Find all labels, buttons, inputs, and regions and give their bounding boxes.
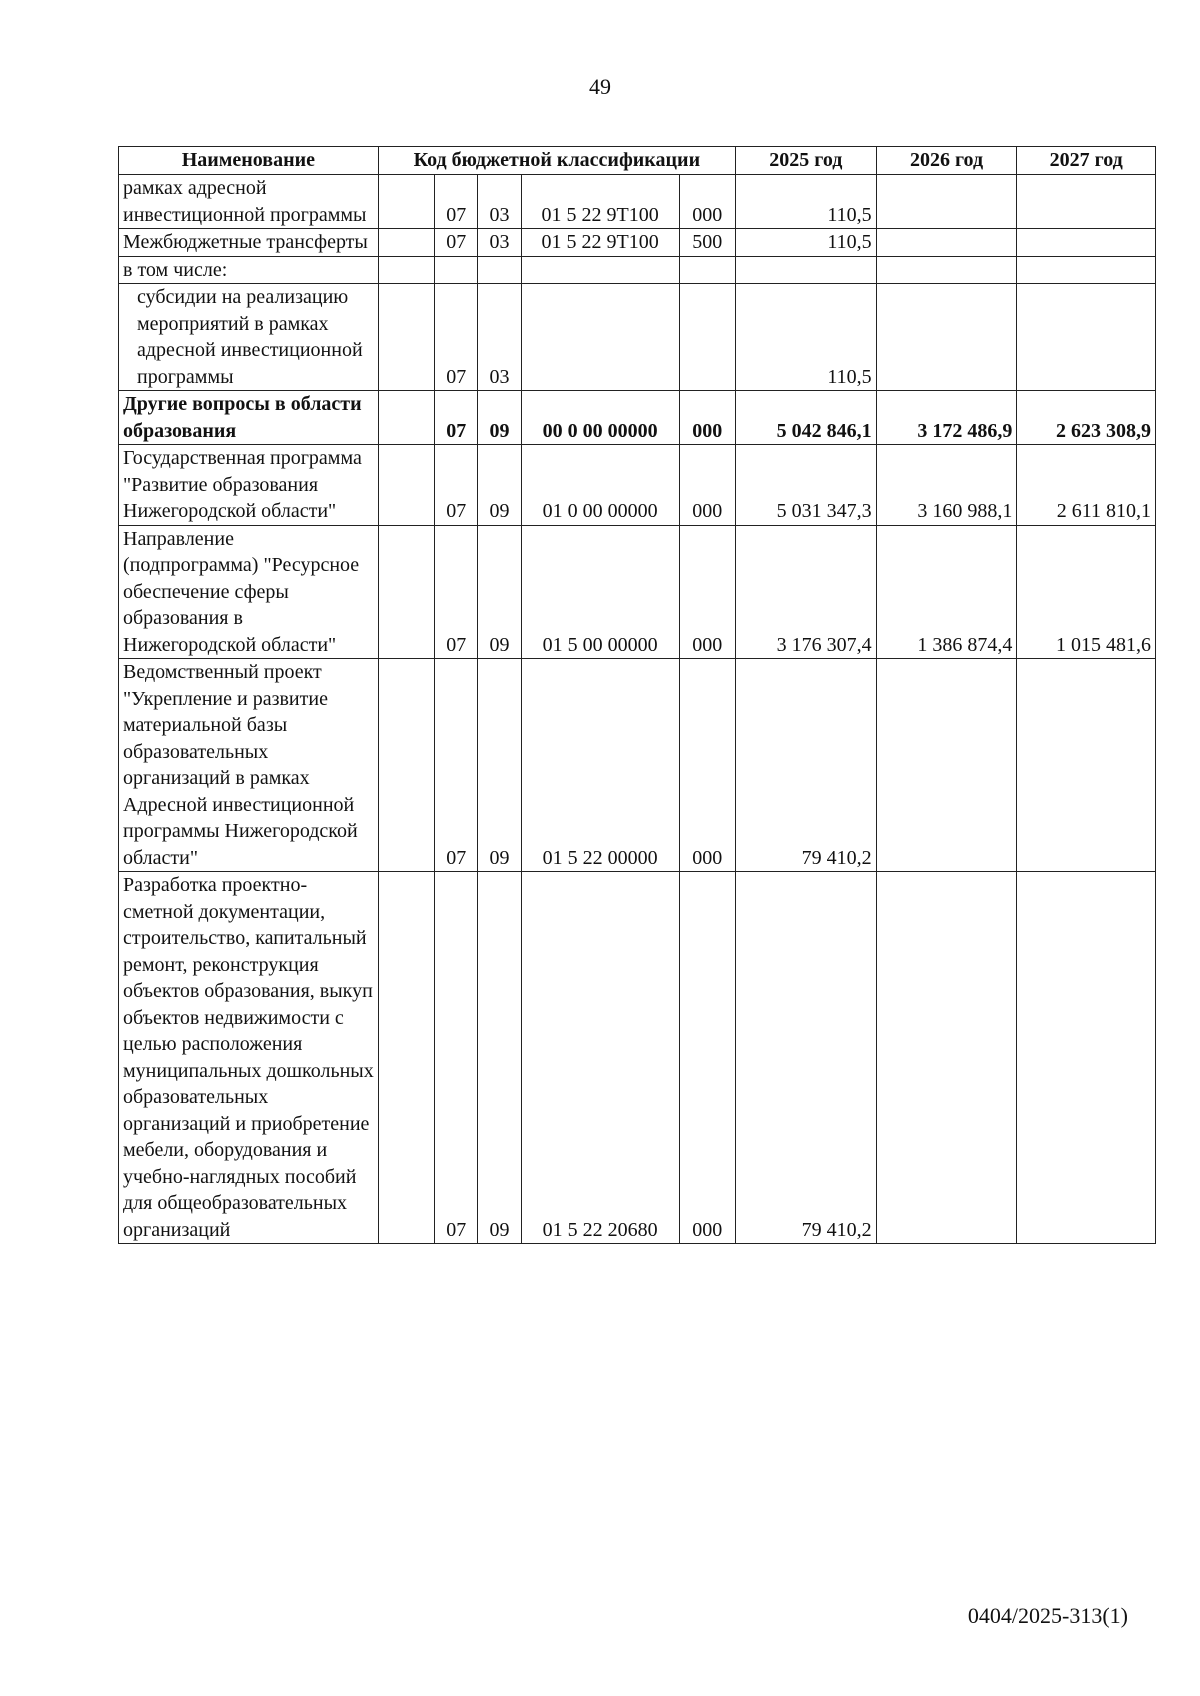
- cell-section: 07: [435, 659, 478, 872]
- cell-section: [435, 256, 478, 284]
- cell-expense-type: 000: [679, 445, 735, 526]
- cell-target-article: 01 5 22 9Т100: [521, 175, 679, 229]
- cell-target-article: 00 0 00 00000: [521, 391, 679, 445]
- table-row: [119, 872, 1156, 1244]
- cell-section: 07: [435, 175, 478, 229]
- cell-2026: [876, 256, 1017, 284]
- cell-code-blank: [378, 659, 434, 872]
- cell-target-article: [521, 284, 679, 391]
- page-number: 49: [589, 74, 611, 99]
- table-row: [119, 445, 1156, 526]
- cell-2027: 2 611 810,1: [1017, 445, 1156, 526]
- cell-section: 07: [435, 525, 478, 659]
- cell-code-blank: [378, 391, 434, 445]
- cell-target-article: 01 0 00 00000: [521, 445, 679, 526]
- cell-section: 07: [435, 391, 478, 445]
- cell-target-article: 01 5 22 20680: [521, 872, 679, 1244]
- cell-target-article: 01 5 00 00000: [521, 525, 679, 659]
- cell-subsection: 09: [478, 445, 521, 526]
- cell-2026: [876, 175, 1017, 229]
- cell-name: Разработка проектно-сметной документации, строительство, капитальный ремонт, реконструкция объектов образования, выкуп объектов недвижимости с целью расположения муниципальных дошкольных образовательных организаций и приобретение мебели, оборудования и учебно-наглядных пособий для общеобразовательных организаций: [119, 872, 379, 1244]
- cell-code-blank: [378, 175, 434, 229]
- cell-expense-type: 000: [679, 525, 735, 659]
- header-2025: 2025 год: [735, 147, 876, 175]
- cell-name: [119, 284, 379, 391]
- table-body: [119, 175, 1156, 1244]
- header-2027: 2027 год: [1017, 147, 1156, 175]
- cell-2026: [876, 284, 1017, 391]
- table-row: [119, 256, 1156, 284]
- cell-2027: [1017, 175, 1156, 229]
- table-row: [119, 229, 1156, 257]
- cell-2026: [876, 872, 1017, 1244]
- header-2026: 2026 год: [876, 147, 1017, 175]
- cell-2025: 79 410,2: [735, 659, 876, 872]
- cell-subsection: 09: [478, 525, 521, 659]
- cell-target-article: 01 5 22 00000: [521, 659, 679, 872]
- cell-2025: 110,5: [735, 229, 876, 257]
- table-header-row: [119, 147, 1156, 175]
- cell-2025: 110,5: [735, 284, 876, 391]
- cell-subsection: 09: [478, 659, 521, 872]
- cell-name: Направление (подпрограмма) "Ресурсное обеспечение сферы образования в Нижегородской области": [119, 525, 379, 659]
- cell-name: рамках адресной инвестиционной программы: [119, 175, 379, 229]
- cell-2026: 3 172 486,9: [876, 391, 1017, 445]
- cell-expense-type: 000: [679, 872, 735, 1244]
- document-code: 0404/2025-313(1): [967, 1603, 1128, 1628]
- cell-code-blank: [378, 872, 434, 1244]
- cell-subsection: 03: [478, 229, 521, 257]
- table-row: [119, 175, 1156, 229]
- cell-2026: 3 160 988,1: [876, 445, 1017, 526]
- cell-target-article: [521, 256, 679, 284]
- cell-2027: [1017, 256, 1156, 284]
- table-row: [119, 391, 1156, 445]
- header-code: Код бюджетной классификации: [378, 147, 735, 175]
- cell-2025: 5 042 846,1: [735, 391, 876, 445]
- cell-section: 07: [435, 229, 478, 257]
- cell-name: Государственная программа "Развитие образования Нижегородской области": [119, 445, 379, 526]
- cell-target-article: 01 5 22 9Т100: [521, 229, 679, 257]
- cell-expense-type: [679, 284, 735, 391]
- cell-name: Ведомственный проект "Укрепление и развитие материальной базы образовательных организаций в рамках Адресной инвестиционной программы Нижегородской области": [119, 659, 379, 872]
- cell-2026: 1 386 874,4: [876, 525, 1017, 659]
- budget-table: [118, 146, 1156, 1244]
- cell-2027: [1017, 229, 1156, 257]
- cell-expense-type: 000: [679, 175, 735, 229]
- cell-subsection: 09: [478, 391, 521, 445]
- cell-2027: [1017, 284, 1156, 391]
- cell-code-blank: [378, 525, 434, 659]
- cell-section: 07: [435, 445, 478, 526]
- cell-expense-type: 000: [679, 659, 735, 872]
- header-name: Наименование: [119, 147, 379, 175]
- cell-2026: [876, 659, 1017, 872]
- cell-code-blank: [378, 229, 434, 257]
- cell-code-blank: [378, 256, 434, 284]
- cell-subsection: 09: [478, 872, 521, 1244]
- cell-name: Межбюджетные трансферты: [119, 229, 379, 257]
- cell-name-text: субсидии на реализацию мероприятий в рамках адресной инвестиционной программы: [137, 286, 363, 388]
- table-row: [119, 525, 1156, 659]
- cell-2025: 79 410,2: [735, 872, 876, 1244]
- cell-name: в том числе:: [119, 256, 379, 284]
- cell-expense-type: 000: [679, 391, 735, 445]
- cell-name: Другие вопросы в области образования: [119, 391, 379, 445]
- cell-2027: 2 623 308,9: [1017, 391, 1156, 445]
- cell-2025: 5 031 347,3: [735, 445, 876, 526]
- cell-2025: 110,5: [735, 175, 876, 229]
- cell-subsection: 03: [478, 284, 521, 391]
- table-row: [119, 284, 1156, 391]
- cell-expense-type: 500: [679, 229, 735, 257]
- table-row: [119, 659, 1156, 872]
- cell-2026: [876, 229, 1017, 257]
- cell-section: 07: [435, 872, 478, 1244]
- cell-2027: [1017, 659, 1156, 872]
- cell-subsection: 03: [478, 175, 521, 229]
- cell-code-blank: [378, 445, 434, 526]
- cell-2027: 1 015 481,6: [1017, 525, 1156, 659]
- cell-2027: [1017, 872, 1156, 1244]
- cell-section: 07: [435, 284, 478, 391]
- cell-2025: 3 176 307,4: [735, 525, 876, 659]
- cell-expense-type: [679, 256, 735, 284]
- cell-subsection: [478, 256, 521, 284]
- cell-code-blank: [378, 284, 434, 391]
- cell-2025: [735, 256, 876, 284]
